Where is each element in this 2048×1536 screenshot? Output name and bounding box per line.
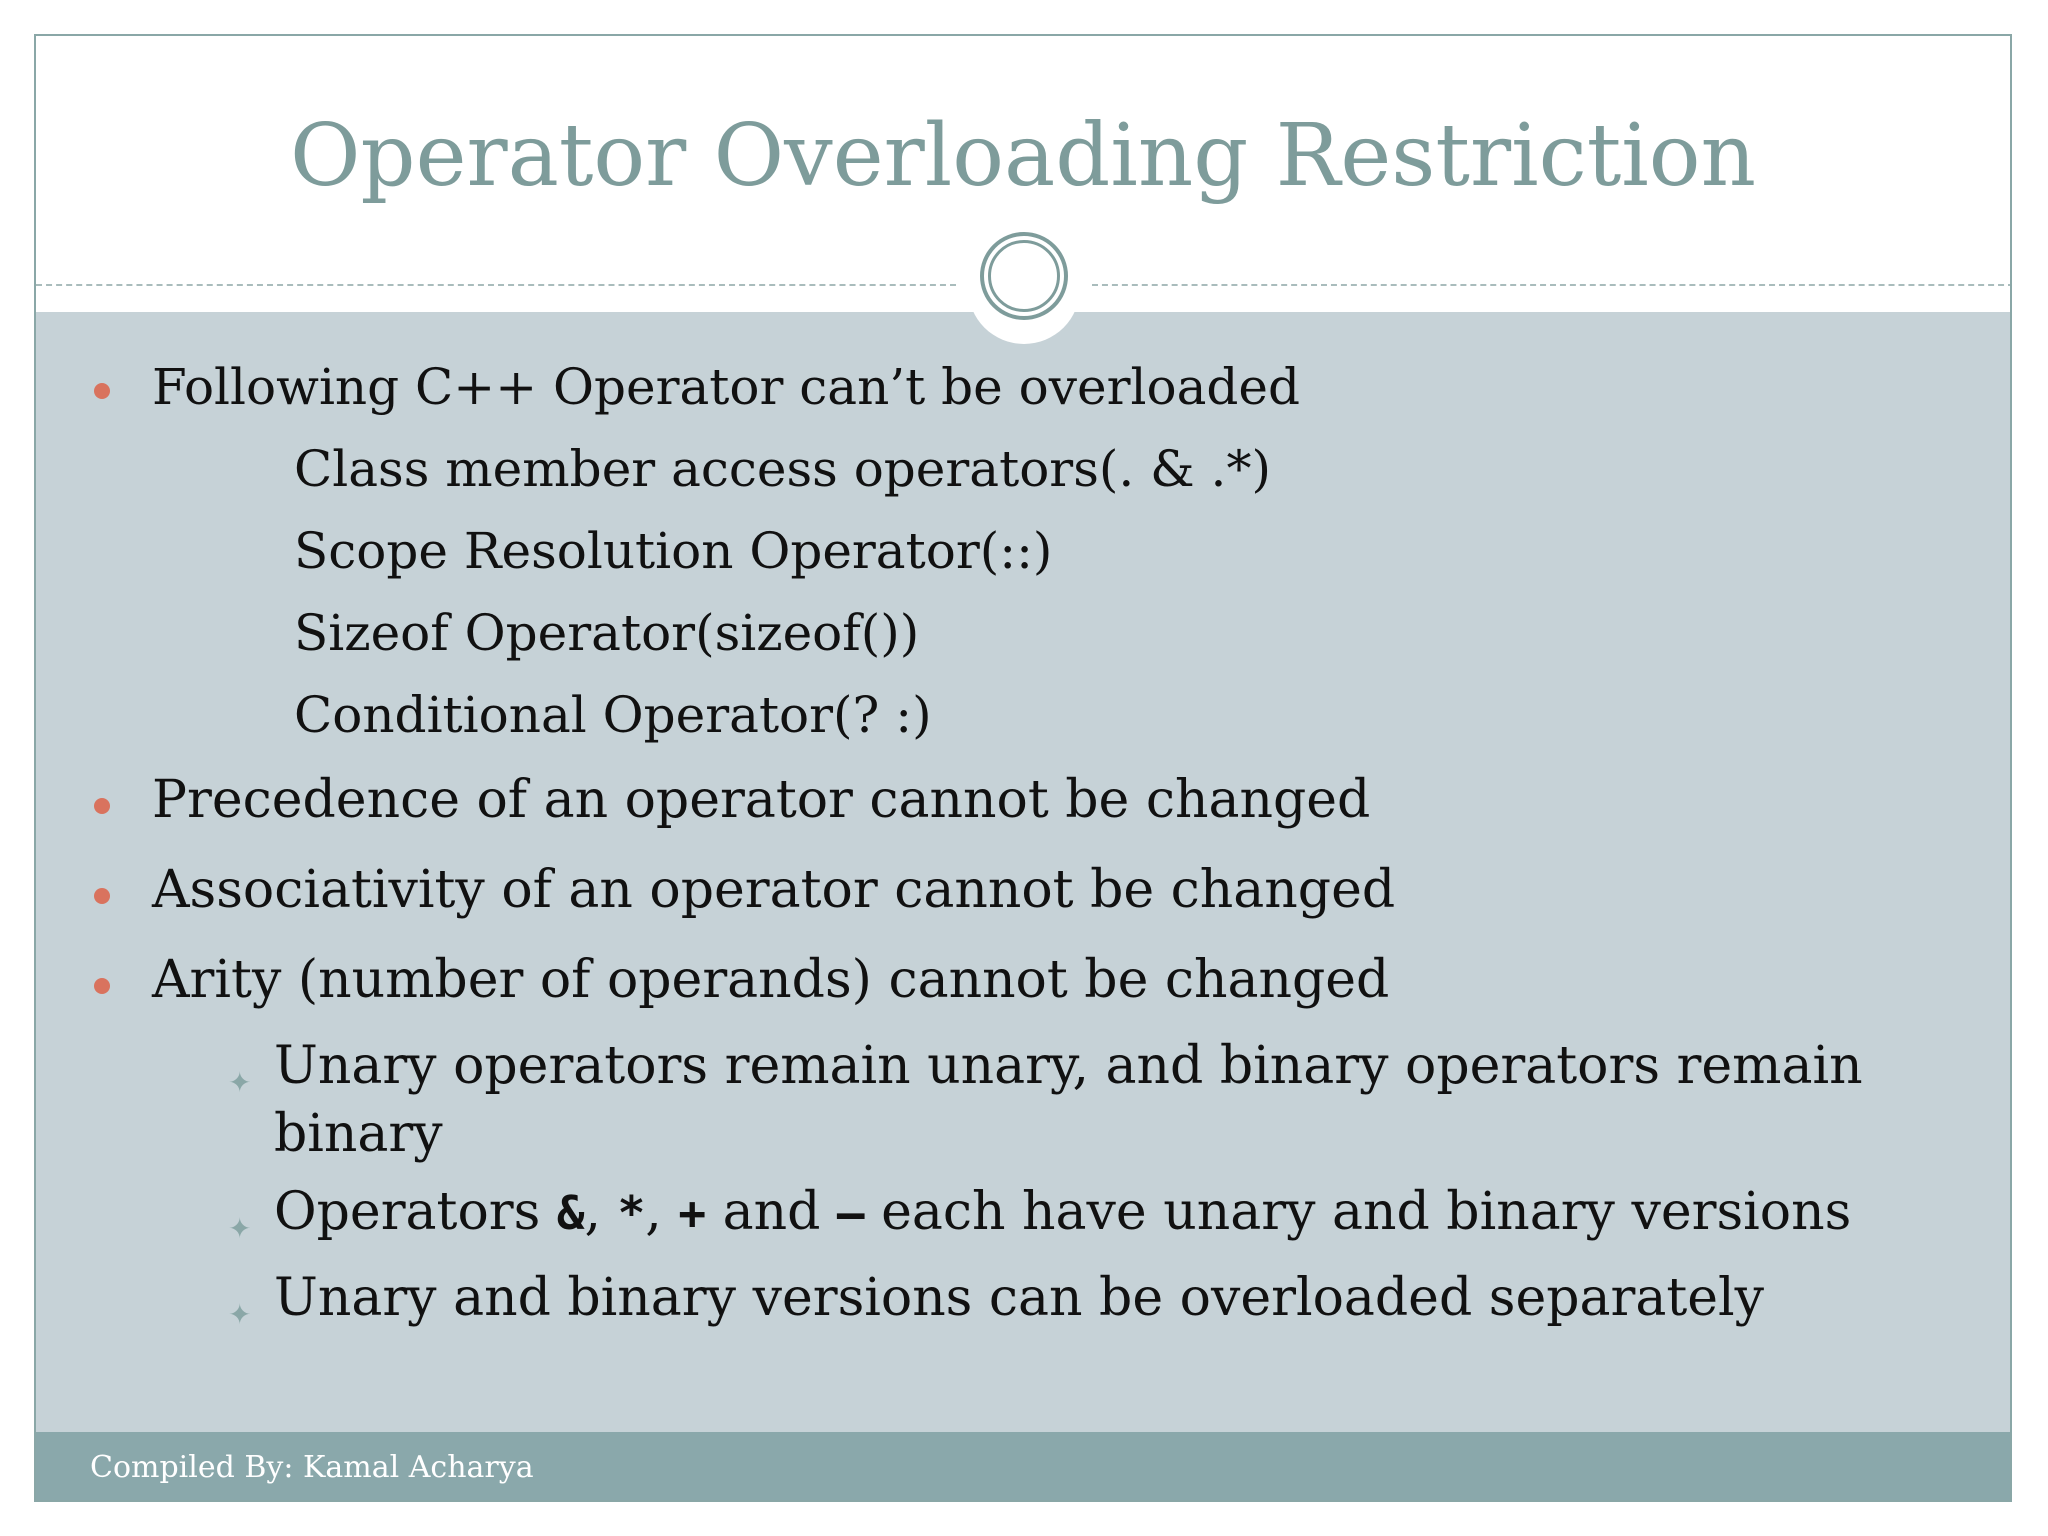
operator-minus: – bbox=[836, 1186, 865, 1240]
star-marker-icon: ✦ bbox=[228, 1212, 252, 1245]
non-overloadable-operator-item: Scope Resolution Operator(::) bbox=[294, 522, 1053, 580]
circle-ornament-inner-ring bbox=[988, 240, 1060, 312]
sub-bullet-text: Unary and binary versions can be overloaded separately bbox=[274, 1268, 1765, 1328]
title-divider-right bbox=[1092, 284, 2012, 286]
operator-asterisk: * bbox=[617, 1186, 646, 1240]
separator: , bbox=[645, 1182, 679, 1242]
separator: , bbox=[584, 1182, 618, 1242]
sub-bullet-text-continued: binary bbox=[274, 1104, 443, 1164]
sub-bullet-prefix: Operators bbox=[274, 1182, 557, 1242]
dot-bullet-icon bbox=[94, 383, 110, 399]
operator-ampersand: & bbox=[556, 1186, 585, 1240]
non-overloadable-operator-item: Class member access operators(. & .*) bbox=[294, 440, 1271, 498]
title-divider-left bbox=[36, 284, 956, 286]
dot-bullet-icon bbox=[94, 978, 110, 994]
footer-bar bbox=[36, 1432, 2010, 1502]
footer-credit: Compiled By: Kamal Acharya bbox=[90, 1450, 534, 1485]
bullet-text: Associativity of an operator cannot be changed bbox=[152, 860, 1396, 920]
dot-bullet-icon bbox=[94, 798, 110, 814]
bullet-text: Arity (number of operands) cannot be changed bbox=[152, 950, 1390, 1010]
star-marker-icon: ✦ bbox=[228, 1298, 252, 1331]
star-marker-icon: ✦ bbox=[228, 1066, 252, 1099]
dot-bullet-icon bbox=[94, 888, 110, 904]
slide-title: Operator Overloading Restriction bbox=[290, 106, 1756, 206]
sub-bullet-text: Unary operators remain unary, and binary operators remain bbox=[274, 1036, 1863, 1096]
sub-bullet-middle: and bbox=[706, 1182, 837, 1242]
bullet-text: Following C++ Operator can’t be overloaded bbox=[152, 358, 1300, 416]
bullet-text: Precedence of an operator cannot be changed bbox=[152, 770, 1371, 830]
slide bbox=[34, 34, 2012, 1502]
sub-bullet-suffix: each have unary and binary versions bbox=[864, 1182, 1852, 1242]
non-overloadable-operator-item: Conditional Operator(? :) bbox=[294, 686, 932, 744]
sub-bullet-text bbox=[274, 1182, 1851, 1242]
operator-plus: + bbox=[678, 1186, 707, 1240]
non-overloadable-operator-item: Sizeof Operator(sizeof()) bbox=[294, 604, 920, 662]
